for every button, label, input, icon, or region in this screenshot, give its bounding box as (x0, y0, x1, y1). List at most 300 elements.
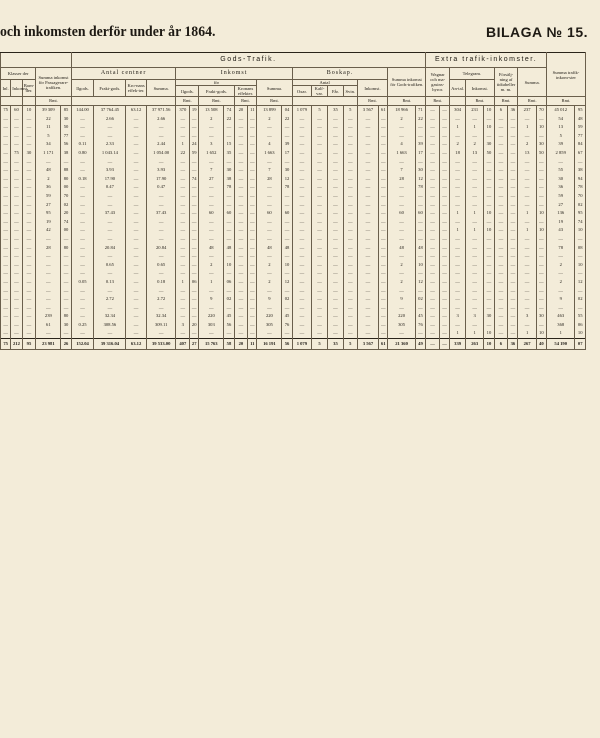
total-cell: 39 533.00 (146, 339, 176, 350)
table-cell: — (415, 269, 425, 278)
table-cell: — (518, 158, 536, 167)
table-cell: — (234, 192, 248, 201)
table-cell: — (518, 192, 536, 201)
table-cell: 7 (199, 166, 224, 175)
table-cell: — (126, 201, 147, 210)
table-cell: — (36, 158, 61, 167)
table-cell: — (312, 192, 328, 201)
table-cell: 1 171 (36, 149, 61, 158)
table-cell: — (22, 235, 36, 244)
table-cell: — (450, 166, 466, 175)
table-cell: — (248, 132, 257, 141)
table-cell: 22 (415, 115, 425, 124)
table-cell: — (248, 166, 257, 175)
table-cell: — (248, 123, 257, 132)
table-cell: 19 (190, 106, 199, 115)
table-cell: — (343, 330, 357, 339)
table-cell: — (494, 261, 508, 270)
unit-rmt-tel: Rmt. (466, 97, 494, 106)
table-cell: — (94, 132, 126, 141)
table-cell: 76 (415, 321, 425, 330)
table-cell: — (312, 141, 328, 150)
table-cell: — (357, 330, 379, 339)
total-cell: 54 190 (546, 339, 574, 350)
table-cell: — (439, 141, 449, 150)
table-cell: — (94, 192, 126, 201)
table-row (1, 235, 586, 244)
table-cell: — (388, 158, 415, 167)
table-cell: — (234, 252, 248, 261)
table-cell: 2 (388, 115, 415, 124)
header-extra-sum: Summa. (518, 68, 546, 97)
section-passenger (1, 53, 72, 68)
table-cell: 60 (415, 209, 425, 218)
table-cell: 30 (22, 149, 36, 158)
table-cell: — (292, 312, 311, 321)
table-row (1, 295, 586, 304)
table-cell: 36 (508, 106, 518, 115)
table-cell: — (61, 235, 71, 244)
table-cell: — (357, 235, 379, 244)
table-cell: — (343, 261, 357, 270)
table-cell: 20.84 (146, 244, 176, 253)
table-cell: — (426, 226, 440, 235)
table-cell: — (190, 269, 199, 278)
table-cell: — (484, 166, 494, 175)
table-cell: — (1, 201, 11, 210)
table-cell: — (190, 226, 199, 235)
table-cell: — (518, 295, 536, 304)
table-cell: — (176, 115, 190, 124)
table-cell: 59 (36, 192, 61, 201)
table-cell: — (312, 218, 328, 227)
table-cell: — (94, 158, 126, 167)
table-cell: — (11, 261, 22, 270)
table-cell: — (343, 287, 357, 296)
table-cell: — (518, 321, 536, 330)
total-cell: 10 (484, 339, 494, 350)
table-cell: — (292, 141, 311, 150)
table-cell: — (71, 158, 94, 167)
table-cell: — (248, 201, 257, 210)
table-cell: 12 (575, 278, 586, 287)
table-cell: 75 (1, 106, 11, 115)
table-cell: 2.72 (94, 295, 126, 304)
table-row (1, 304, 586, 313)
table-cell: — (257, 158, 282, 167)
table-cell: 10 (282, 261, 292, 270)
table-cell: — (536, 261, 546, 270)
table-cell: — (1, 115, 11, 124)
table-cell: — (439, 321, 449, 330)
table-cell: 0.47 (94, 183, 126, 192)
table-cell: — (357, 175, 379, 184)
table-cell: 45 012 (546, 106, 574, 115)
table-cell: 0.18 (146, 278, 176, 287)
table-cell: 15 (224, 141, 234, 150)
table-cell: — (248, 192, 257, 201)
table-cell: — (71, 192, 94, 201)
table-cell: — (575, 287, 586, 296)
table-cell: — (494, 166, 508, 175)
table-cell: — (379, 175, 388, 184)
total-cell: 21 360 (388, 339, 415, 350)
section-extra-income: Extra trafik-inkomster. (426, 53, 547, 68)
table-cell: 1 (518, 330, 536, 339)
table-cell: — (312, 269, 328, 278)
table-cell: — (575, 158, 586, 167)
table-cell: — (343, 244, 357, 253)
table-cell: — (248, 115, 257, 124)
table-cell: — (343, 278, 357, 287)
table-cell: 1 (176, 141, 190, 150)
table-cell: 13 (546, 123, 574, 132)
table-cell: — (466, 115, 484, 124)
header-antal-centner: Antal centner (71, 68, 176, 80)
table-cell: 5 (36, 132, 61, 141)
table-cell: — (379, 330, 388, 339)
table-cell: — (357, 321, 379, 330)
table-cell: — (11, 175, 22, 184)
ledger-table-wrapper (0, 52, 586, 350)
table-cell: — (328, 218, 344, 227)
table-cell: 45 (282, 312, 292, 321)
table-cell: — (234, 269, 248, 278)
table-cell: — (426, 252, 440, 261)
table-cell: — (61, 287, 71, 296)
table-cell: 2.72 (146, 295, 176, 304)
table-cell: — (282, 269, 292, 278)
table-cell: — (388, 183, 415, 192)
table-cell: 239 (36, 312, 61, 321)
table-cell: 20 (61, 209, 71, 218)
table-cell: — (379, 235, 388, 244)
table-cell: — (11, 218, 22, 227)
table-cell: — (343, 192, 357, 201)
header-kronans-effekter: Kro-nans effek-ter. (126, 80, 147, 97)
table-cell: — (518, 218, 536, 227)
total-cell: 35 (328, 339, 344, 350)
table-cell: 60 (282, 209, 292, 218)
table-cell: 4 (257, 141, 282, 150)
table-cell: — (71, 312, 94, 321)
table-cell: — (36, 330, 61, 339)
table-cell: — (508, 304, 518, 313)
table-cell: — (328, 330, 344, 339)
table-cell: 1 (466, 226, 484, 235)
table-cell: — (61, 330, 71, 339)
table-cell: — (328, 115, 344, 124)
table-cell: — (292, 175, 311, 184)
table-cell: — (234, 201, 248, 210)
table-row (1, 158, 586, 167)
table-cell: — (199, 201, 224, 210)
table-cell: 12 (415, 175, 425, 184)
table-cell: 74 (575, 218, 586, 227)
table-cell: — (234, 115, 248, 124)
table-cell: 370 (176, 106, 190, 115)
table-cell: 19 (546, 218, 574, 227)
table-cell: — (248, 175, 257, 184)
total-cell: 58 (224, 339, 234, 350)
header-for: för (176, 80, 257, 86)
table-cell: 2 (388, 278, 415, 287)
table-cell: 20 (190, 321, 199, 330)
table-cell: — (312, 304, 328, 313)
table-cell: — (1, 209, 11, 218)
table-cell: — (234, 295, 248, 304)
table-cell: — (494, 269, 508, 278)
table-cell: — (536, 166, 546, 175)
table-cell: — (234, 141, 248, 150)
table-cell: 2 (257, 261, 282, 270)
table-cell: 10 (536, 209, 546, 218)
table-cell: — (518, 287, 536, 296)
table-cell: — (494, 278, 508, 287)
table-cell: — (248, 149, 257, 158)
table-cell: — (126, 295, 147, 304)
table-cell: — (388, 287, 415, 296)
table-cell: 2.66 (146, 115, 176, 124)
table-cell: — (508, 321, 518, 330)
table-cell: — (126, 192, 147, 201)
table-cell: — (388, 226, 415, 235)
table-cell: — (257, 192, 282, 201)
table-cell: — (388, 235, 415, 244)
table-cell: — (426, 166, 440, 175)
table-cell: — (484, 132, 494, 141)
table-cell: — (439, 261, 449, 270)
unit-rmt-kronans: Rmt. (234, 97, 257, 106)
header-far: Får. (328, 86, 344, 97)
table-cell: 39 309 (36, 106, 61, 115)
table-cell: — (450, 132, 466, 141)
table-cell: — (426, 132, 440, 141)
table-row (1, 269, 586, 278)
table-cell: — (379, 252, 388, 261)
table-cell: — (484, 252, 494, 261)
table-cell: 10 (484, 209, 494, 218)
table-cell: — (536, 201, 546, 210)
header-fraktgods: Frakt-gods. (94, 80, 126, 97)
table-cell: — (22, 123, 36, 132)
table-cell: 50 (61, 123, 71, 132)
table-cell: — (328, 158, 344, 167)
table-cell: — (312, 209, 328, 218)
total-cell: 263 (466, 339, 484, 350)
table-cell: 1 054.00 (146, 149, 176, 158)
table-cell: — (257, 330, 282, 339)
table-cell: — (199, 158, 224, 167)
table-cell: — (466, 244, 484, 253)
table-cell: 144.00 (71, 106, 94, 115)
table-cell: 12 (282, 278, 292, 287)
table-cell: 76 (282, 321, 292, 330)
table-cell: — (379, 201, 388, 210)
table-cell: 10 (484, 330, 494, 339)
table-cell: 60 (388, 209, 415, 218)
table-cell: — (508, 261, 518, 270)
table-cell: — (343, 123, 357, 132)
table-cell: — (343, 269, 357, 278)
table-cell: — (1, 269, 11, 278)
table-cell: — (1, 218, 11, 227)
total-cell: 95 (22, 339, 36, 350)
table-cell: 43 (546, 226, 574, 235)
table-cell: — (22, 115, 36, 124)
table-cell: 10 (575, 261, 586, 270)
table-cell: — (22, 304, 36, 313)
table-cell: — (343, 115, 357, 124)
table-cell: — (312, 149, 328, 158)
table-cell: — (292, 244, 311, 253)
table-cell: — (71, 304, 94, 313)
table-cell: 38 (575, 166, 586, 175)
table-cell: — (234, 287, 248, 296)
table-cell: — (494, 175, 508, 184)
table-cell: — (257, 287, 282, 296)
table-cell: — (415, 226, 425, 235)
table-cell: 67 (575, 149, 586, 158)
unit-centner-blank (71, 97, 176, 106)
table-cell: 19 (36, 218, 61, 227)
table-cell: — (484, 321, 494, 330)
table-cell: — (126, 252, 147, 261)
table-cell: — (94, 330, 126, 339)
table-row (1, 123, 586, 132)
table-row (1, 166, 586, 175)
table-cell: — (257, 132, 282, 141)
table-cell: 2 (518, 141, 536, 150)
table-cell: — (248, 304, 257, 313)
table-cell: 1 663 (388, 149, 415, 158)
table-cell: 74 (190, 175, 199, 184)
table-cell: 24 (190, 141, 199, 150)
table-row (1, 183, 586, 192)
total-cell: 63.12 (126, 339, 147, 350)
table-cell: — (248, 158, 257, 167)
table-cell: — (379, 209, 388, 218)
table-cell: — (176, 192, 190, 201)
table-cell: — (176, 166, 190, 175)
table-cell: — (343, 209, 357, 218)
table-cell: — (379, 192, 388, 201)
table-cell: — (292, 304, 311, 313)
table-cell: — (11, 312, 22, 321)
table-cell: — (292, 278, 311, 287)
table-cell: — (388, 201, 415, 210)
table-cell: — (61, 278, 71, 287)
unit-label-left (1, 97, 23, 106)
table-cell: — (312, 312, 328, 321)
total-cell: 6 (494, 339, 508, 350)
section-goods-traffic: Gods-Trafik. (71, 53, 426, 68)
table-cell: — (190, 295, 199, 304)
table-cell: — (328, 278, 344, 287)
table-cell: — (248, 252, 257, 261)
table-cell: — (292, 287, 311, 296)
table-cell: — (439, 192, 449, 201)
table-cell: — (328, 252, 344, 261)
table-cell: — (439, 304, 449, 313)
table-cell: — (518, 278, 536, 287)
table-cell: 30 (61, 321, 71, 330)
table-cell: — (71, 244, 94, 253)
table-cell: — (1, 244, 11, 253)
table-row (1, 149, 586, 158)
table-cell: — (190, 287, 199, 296)
ledger-body (1, 106, 586, 350)
table-cell: — (494, 312, 508, 321)
table-cell: 1 (546, 330, 574, 339)
table-cell: — (36, 295, 61, 304)
table-cell: — (248, 269, 257, 278)
table-cell: 35 (224, 149, 234, 158)
table-cell: — (328, 201, 344, 210)
table-cell: — (379, 132, 388, 141)
table-cell: — (343, 321, 357, 330)
table-cell: 11 (36, 123, 61, 132)
table-cell: — (439, 252, 449, 261)
table-cell: 06 (224, 278, 234, 287)
table-cell: 85 (61, 106, 71, 115)
table-cell: — (357, 158, 379, 167)
table-cell: — (508, 158, 518, 167)
table-cell: 56 (224, 321, 234, 330)
table-cell: 0.25 (71, 321, 94, 330)
table-cell: — (536, 218, 546, 227)
table-cell: — (508, 269, 518, 278)
table-row (1, 115, 586, 124)
total-cell: 212 (11, 339, 22, 350)
table-cell: 1 079 (292, 106, 311, 115)
table-cell: — (312, 321, 328, 330)
total-cell: 56 (282, 339, 292, 350)
table-cell: — (11, 252, 22, 261)
table-cell: — (388, 132, 415, 141)
table-cell: — (439, 287, 449, 296)
table-cell: — (536, 158, 546, 167)
table-cell: — (199, 330, 224, 339)
table-cell: — (518, 175, 536, 184)
table-cell: — (388, 252, 415, 261)
table-cell: — (439, 269, 449, 278)
table-cell: 1 (450, 123, 466, 132)
table-cell: — (234, 235, 248, 244)
table-cell: 1 (199, 278, 224, 287)
table-cell: 80 (61, 175, 71, 184)
table-cell: 309.11 (146, 321, 176, 330)
table-cell: — (466, 252, 484, 261)
table-cell: — (176, 123, 190, 132)
table-cell: 10 (536, 330, 546, 339)
table-cell: — (22, 175, 36, 184)
table-cell: — (357, 201, 379, 210)
table-cell: — (536, 252, 546, 261)
table-cell: 04 (282, 106, 292, 115)
table-cell: 3 (199, 141, 224, 150)
table-cell: 60 (199, 209, 224, 218)
table-cell: — (146, 235, 176, 244)
table-cell: — (536, 115, 546, 124)
table-cell: 3 567 (357, 106, 379, 115)
table-cell: — (379, 158, 388, 167)
table-cell: — (484, 201, 494, 210)
table-cell: 78 (282, 183, 292, 192)
table-cell: 2 (199, 115, 224, 124)
table-cell: 32.34 (94, 312, 126, 321)
total-row (1, 339, 586, 350)
